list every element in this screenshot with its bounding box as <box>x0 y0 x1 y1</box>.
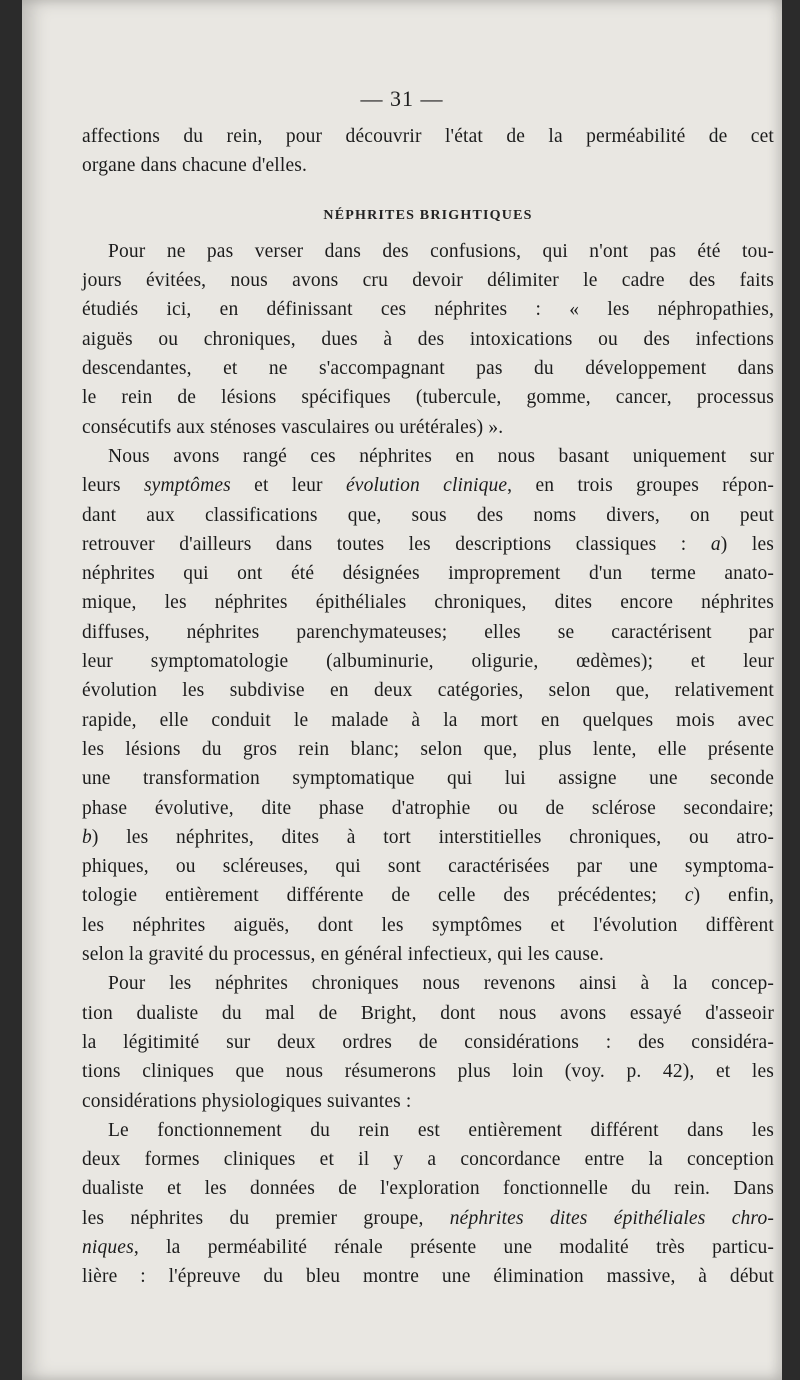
paragraph-1 <box>82 237 774 442</box>
text-line: néphrites qui ont été désignées improprement d'un terme anato- <box>82 563 774 585</box>
text-line: b) les néphrites, dites à tort interstitielles chroniques, ou atro- <box>82 826 774 848</box>
text-line: les néphrites aiguës, dont les symptômes et l'évolution diffèrent <box>82 914 774 936</box>
text-line: organe dans chacune d'elles. <box>82 155 308 177</box>
text-line: lière : l'épreuve du bleu montre une élimination massive, à début <box>82 1266 774 1288</box>
text-line: étudiés ici, en définissant ces néphrites : « les néphropathies, <box>82 299 774 321</box>
text-line: jours évitées, nous avons cru devoir délimiter le cadre des faits <box>82 270 774 292</box>
text-line: tion dualiste du mal de Bright, dont nous avons essayé d'asseoir <box>82 1002 774 1024</box>
text-line: affections du rein, pour découvrir l'état de la perméabilité de cet <box>82 126 774 147</box>
text-line: tions cliniques que nous résumerons plus loin (voy. p. 42), et les <box>82 1061 774 1083</box>
body-text <box>82 122 774 1292</box>
paragraph-2 <box>82 442 774 969</box>
text-line: mique, les néphrites épithéliales chroniques, dites encore néphrites <box>82 592 774 614</box>
text-line: phiques, ou scléreuses, qui sont caractérisées par une symptoma- <box>82 856 774 878</box>
text-line: les lésions du gros rein blanc; selon que, plus lente, elle présente <box>82 738 774 760</box>
intro-paragraph <box>82 122 774 181</box>
text-line: tologie entièrement différente de celle des précédentes; c) enfin, <box>82 885 774 907</box>
text-line: considérations physiologiques suivantes : <box>82 1090 412 1112</box>
page-number: — 31 — <box>360 86 444 111</box>
text-line: évolution les subdivise en deux catégories, selon que, relativement <box>82 680 774 702</box>
text-line: Pour les néphrites chroniques nous revenons ainsi à la concep- <box>108 973 774 995</box>
text-line: Le fonctionnement du rein est entièrement différent dans les <box>108 1119 774 1141</box>
text-line: Pour ne pas verser dans des confusions, qui n'ont pas été tou- <box>108 240 774 262</box>
text-line: dant aux classifications que, sous des noms divers, on peut <box>82 504 774 526</box>
text-line: rapide, elle conduit le malade à la mort en quelques mois avec <box>82 709 774 731</box>
text-line: deux formes cliniques et il y a concordance entre la conception <box>82 1149 774 1171</box>
text-line: une transformation symptomatique qui lui assigne une seconde <box>82 768 774 790</box>
text-line: consécutifs aux sténoses vasculaires ou urétérales) ». <box>82 416 504 438</box>
text-line: les néphrites du premier groupe, néphrites dites épithéliales chro- <box>82 1207 774 1229</box>
text-line: niques, la perméabilité rénale présente une modalité très particu- <box>82 1236 774 1258</box>
text-line: selon la gravité du processus, en général infectieux, qui les cause. <box>82 944 604 966</box>
text-line: descendantes, et ne s'accompagnant pas du développement dans <box>82 358 774 380</box>
text-line: dualiste et les données de l'exploration fonctionnelle du rein. Dans <box>82 1178 774 1200</box>
text-line: la légitimité sur deux ordres de considérations : des considéra- <box>82 1031 774 1053</box>
text-line: leurs symptômes et leur évolution clinique, en trois groupes répon- <box>82 475 774 497</box>
paragraph-3 <box>82 969 774 1115</box>
text-line: leur symptomatologie (albuminurie, oligurie, œdèmes); et leur <box>82 651 774 673</box>
text-line: le rein de lésions spécifiques (tubercule, gomme, cancer, processus <box>82 387 774 409</box>
text-line: phase évolutive, dite phase d'atrophie ou de sclérose secondaire; <box>82 797 774 819</box>
section-title: NÉPHRITES BRIGHTIQUES <box>323 207 533 223</box>
text-line: retrouver d'ailleurs dans toutes les descriptions classiques : a) les <box>82 533 774 555</box>
text-line: aiguës ou chroniques, dues à des intoxications ou des infections <box>82 328 774 350</box>
document-page <box>22 0 782 1380</box>
text-line: diffuses, néphrites parenchymateuses; elles se caractérisent par <box>82 621 774 643</box>
paragraph-4 <box>82 1116 774 1292</box>
text-line: Nous avons rangé ces néphrites en nous basant uniquement sur <box>108 445 774 467</box>
